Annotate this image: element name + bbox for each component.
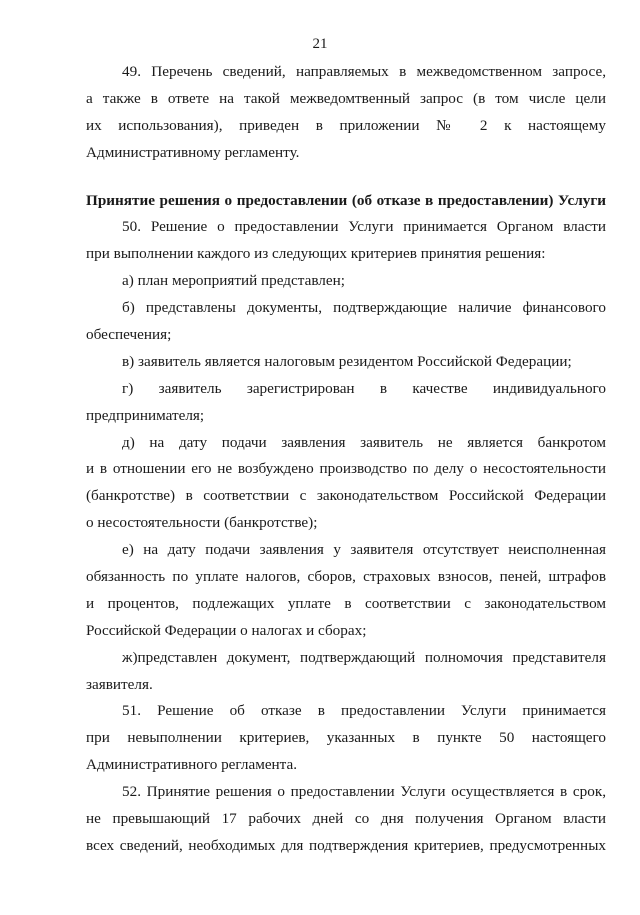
document-body	[86, 59, 606, 860]
paragraph-52-line-2: не превышающий 17 рабочих дней со дня получения Органом власти	[86, 810, 606, 828]
paragraph-51-line-1: 51. Решение об отказе в предоставлении Услуги принимается	[122, 702, 606, 720]
item-zh-line-2: заявителя.	[86, 675, 153, 693]
paragraph-49-line-1: 49. Перечень сведений, направляемых в межведомственном запросе,	[122, 63, 606, 80]
spacer	[86, 167, 606, 188]
item-zh-line-1: ж)представлен документ, подтверждающий полномочия представителя	[122, 648, 606, 666]
item-b-line-1: б) представлены документы, подтверждающие наличие финансового	[122, 299, 606, 317]
item-g-line-1: г) заявитель зарегистрирован в качестве индивидуального	[122, 379, 606, 397]
item-e-line-1: е) на дату подачи заявления у заявителя отсутствует неисполненная	[122, 541, 606, 559]
page-number: 21	[312, 36, 328, 52]
item-a-line-1: а) план мероприятий представлен;	[122, 272, 345, 290]
paragraph-52-line-3: всех сведений, необходимых для подтверждения критериев, предусмотренных	[86, 836, 606, 854]
item-d-line-1: д) на дату подачи заявления заявитель не является банкротом	[122, 433, 606, 451]
paragraph-52-line-1: 52. Принятие решения о предоставлении Услуги осуществляется в срок,	[122, 783, 606, 801]
paragraph-50-line-1: 50. Решение о предоставлении Услуги принимается Органом власти	[122, 218, 606, 236]
item-d-line-4: о несостоятельности (банкротстве);	[86, 514, 318, 532]
paragraph-51-line-2: при невыполнении критериев, указанных в пункте 50 настоящего	[86, 729, 606, 747]
paragraph-49-line-2: а также в ответе на такой межведомтвенный запрос (в том числе цели	[86, 89, 606, 107]
paragraph-49-line-4: Административному регламенту.	[86, 143, 300, 161]
item-e-line-3: и процентов, подлежащих уплате в соответствии с законодательством	[86, 594, 606, 612]
item-b-line-2: обеспечения;	[86, 326, 172, 344]
item-d-line-3: (банкротстве) в соответствии с законодательством Российской Федерации	[86, 487, 606, 505]
paragraph-51-line-3: Административного регламента.	[86, 756, 298, 774]
paragraph-50-line-2: при выполнении каждого из следующих критериев принятия решения:	[86, 245, 546, 263]
section-heading: Принятие решения о предоставлении (об отказе в предоставлении) Услуги	[86, 191, 606, 209]
item-e-line-4: Российской Федерации о налогах и сборах;	[86, 621, 367, 639]
item-d-line-2: и в отношении его не возбуждено производство по делу о несостоятельности	[86, 460, 606, 478]
item-v-line-1: в) заявитель является налоговым резидентом Российской Федерации;	[122, 352, 572, 370]
item-g-line-2: предпринимателя;	[86, 406, 205, 424]
paragraph-49-line-3: их использования), приведен в приложении № 2 к настоящему	[86, 116, 606, 134]
item-e-line-2: обязанность по уплате налогов, сборов, страховых взносов, пеней, штрафов	[86, 568, 606, 586]
